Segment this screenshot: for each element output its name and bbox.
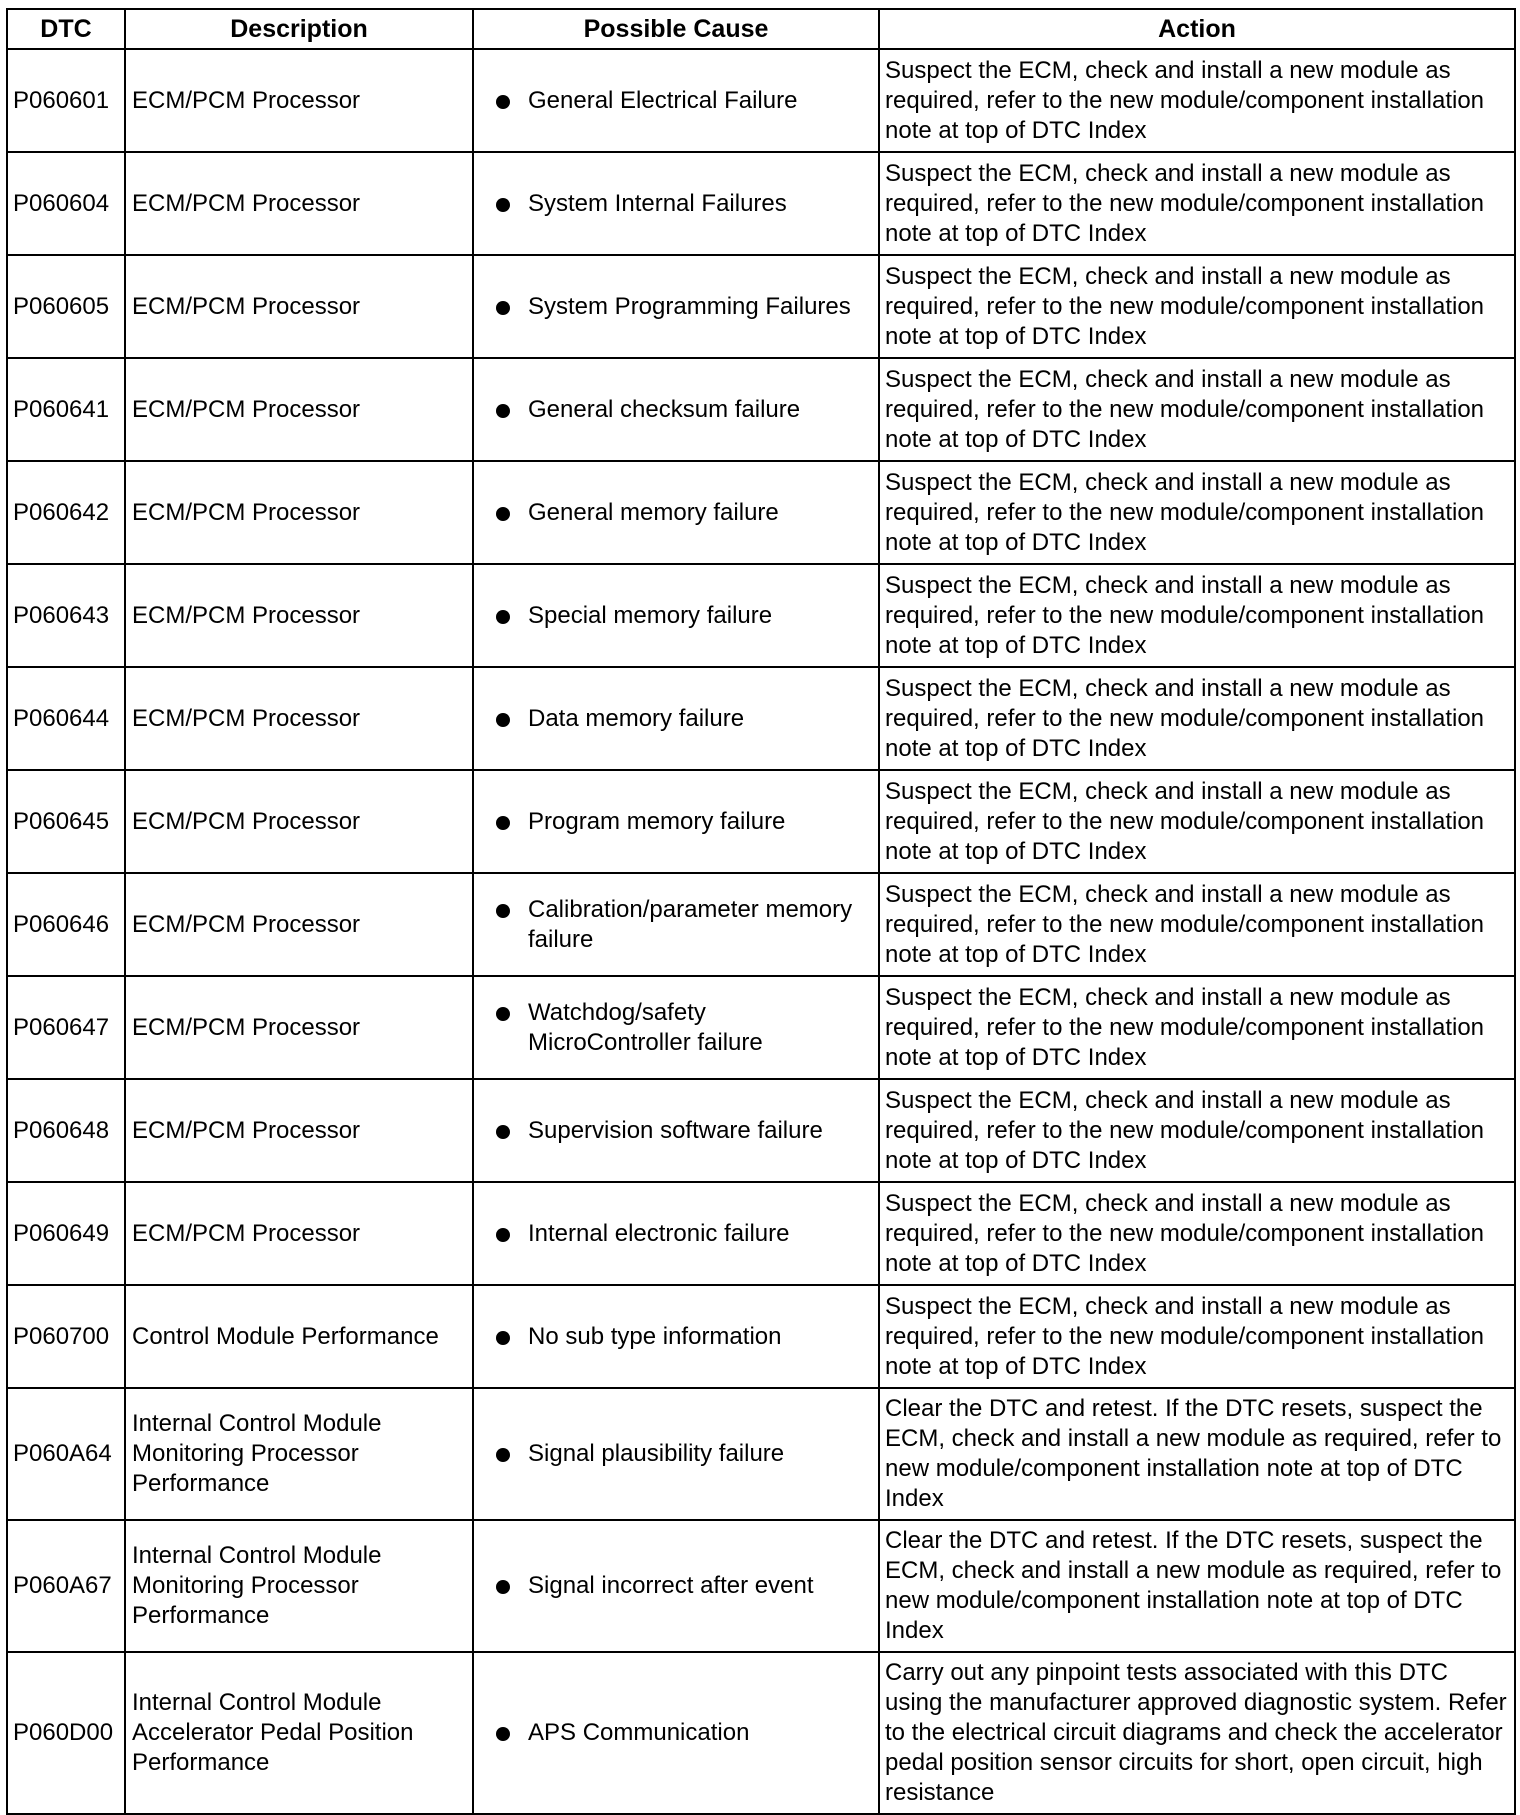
cell-possible-cause bbox=[473, 1182, 879, 1285]
cause-text: General checksum failure bbox=[528, 395, 801, 423]
cell-possible-cause bbox=[473, 152, 879, 255]
table-row bbox=[7, 1285, 1515, 1388]
cell-action: Suspect the ECM, check and install a new module as required, refer to the new module/component installation note at top of DTC Index bbox=[879, 976, 1515, 1079]
cell-action: Suspect the ECM, check and install a new module as required, refer to the new module/component installation note at top of DTC Index bbox=[879, 1079, 1515, 1182]
table-row bbox=[7, 667, 1515, 770]
bullet-icon bbox=[496, 1331, 510, 1345]
cell-action: Suspect the ECM, check and install a new module as required, refer to the new module/component installation note at top of DTC Index bbox=[879, 255, 1515, 358]
cell-possible-cause bbox=[473, 1520, 879, 1652]
cell-dtc: P060D00 bbox=[7, 1652, 125, 1814]
cause-text: System Programming Failures bbox=[528, 292, 851, 320]
bullet-icon bbox=[496, 816, 510, 830]
table-row bbox=[7, 1079, 1515, 1182]
table-body bbox=[7, 49, 1515, 1814]
bullet-icon bbox=[496, 1580, 510, 1594]
bullet-icon bbox=[496, 610, 510, 624]
header-description: Description bbox=[125, 9, 473, 49]
cell-possible-cause bbox=[473, 564, 879, 667]
cause-text: Signal incorrect after event bbox=[528, 1572, 814, 1599]
cell-description: Control Module Performance bbox=[125, 1285, 473, 1388]
table-row bbox=[7, 564, 1515, 667]
header-action: Action bbox=[879, 9, 1515, 49]
header-possible-cause: Possible Cause bbox=[473, 9, 879, 49]
cell-description: ECM/PCM Processor bbox=[125, 255, 473, 358]
cell-action: Suspect the ECM, check and install a new module as required, refer to the new module/component installation note at top of DTC Index bbox=[879, 358, 1515, 461]
table-row bbox=[7, 358, 1515, 461]
cell-possible-cause bbox=[473, 667, 879, 770]
cell-dtc: P060641 bbox=[7, 358, 125, 461]
cause-text: Special memory failure bbox=[528, 601, 773, 629]
cell-dtc: P060601 bbox=[7, 49, 125, 152]
cell-action: Clear the DTC and retest. If the DTC resets, suspect the ECM, check and install a new module as required, refer to new module/component installation note at top of DTC Index bbox=[879, 1520, 1515, 1652]
bullet-icon bbox=[496, 1448, 510, 1462]
bullet-icon bbox=[496, 507, 510, 521]
bullet-icon bbox=[496, 1125, 510, 1139]
cell-possible-cause bbox=[473, 1285, 879, 1388]
bullet-icon bbox=[496, 198, 510, 212]
table-row bbox=[7, 152, 1515, 255]
bullet-icon bbox=[496, 713, 510, 727]
bullet-icon bbox=[496, 1228, 510, 1242]
cell-description: Internal Control Module Monitoring Processor Performance bbox=[125, 1520, 473, 1652]
table-row bbox=[7, 770, 1515, 873]
cell-possible-cause bbox=[473, 358, 879, 461]
cell-description: ECM/PCM Processor bbox=[125, 976, 473, 1079]
bullet-icon bbox=[496, 301, 510, 315]
cell-possible-cause bbox=[473, 976, 879, 1079]
cell-description: Internal Control Module Monitoring Processor Performance bbox=[125, 1388, 473, 1520]
cause-text: APS Communication bbox=[528, 1719, 750, 1746]
cause-text: General Electrical Failure bbox=[528, 86, 798, 114]
table-row bbox=[7, 1652, 1515, 1814]
cell-description: ECM/PCM Processor bbox=[125, 667, 473, 770]
cell-description: ECM/PCM Processor bbox=[125, 1182, 473, 1285]
cell-description: ECM/PCM Processor bbox=[125, 873, 473, 976]
cause-text: Internal electronic failure bbox=[528, 1219, 790, 1247]
cell-description: ECM/PCM Processor bbox=[125, 49, 473, 152]
cell-dtc: P060649 bbox=[7, 1182, 125, 1285]
cause-text: General memory failure bbox=[528, 498, 779, 526]
cell-possible-cause bbox=[473, 1079, 879, 1182]
table-row bbox=[7, 873, 1515, 976]
cell-action: Clear the DTC and retest. If the DTC resets, suspect the ECM, check and install a new module as required, refer to new module/component installation note at top of DTC Index bbox=[879, 1388, 1515, 1520]
cell-description: ECM/PCM Processor bbox=[125, 1079, 473, 1182]
table-row bbox=[7, 976, 1515, 1079]
cause-text: System Internal Failures bbox=[528, 189, 787, 217]
cell-dtc: P060A67 bbox=[7, 1520, 125, 1652]
cell-action: Suspect the ECM, check and install a new module as required, refer to the new module/component installation note at top of DTC Index bbox=[879, 667, 1515, 770]
table-row bbox=[7, 1388, 1515, 1520]
bullet-icon bbox=[496, 404, 510, 418]
table-row bbox=[7, 49, 1515, 152]
cell-action: Suspect the ECM, check and install a new module as required, refer to the new module/component installation note at top of DTC Index bbox=[879, 770, 1515, 873]
cell-description: ECM/PCM Processor bbox=[125, 461, 473, 564]
cause-text: Supervision software failure bbox=[528, 1116, 823, 1144]
cause-text: Signal plausibility failure bbox=[528, 1440, 785, 1467]
cell-dtc: P060644 bbox=[7, 667, 125, 770]
cell-action: Suspect the ECM, check and install a new module as required, refer to the new module/component installation note at top of DTC Index bbox=[879, 564, 1515, 667]
cell-dtc: P060605 bbox=[7, 255, 125, 358]
cell-dtc: P060643 bbox=[7, 564, 125, 667]
cell-possible-cause bbox=[473, 1652, 879, 1814]
header-row bbox=[7, 9, 1515, 49]
cell-possible-cause bbox=[473, 770, 879, 873]
cell-action: Suspect the ECM, check and install a new module as required, refer to the new module/component installation note at top of DTC Index bbox=[879, 1285, 1515, 1388]
cell-action: Suspect the ECM, check and install a new module as required, refer to the new module/component installation note at top of DTC Index bbox=[879, 152, 1515, 255]
cell-dtc: P060647 bbox=[7, 976, 125, 1079]
cell-possible-cause bbox=[473, 461, 879, 564]
cell-dtc: P060646 bbox=[7, 873, 125, 976]
cell-description: ECM/PCM Processor bbox=[125, 770, 473, 873]
cell-action: Suspect the ECM, check and install a new module as required, refer to the new module/component installation note at top of DTC Index bbox=[879, 873, 1515, 976]
dtc-table bbox=[6, 8, 1516, 1815]
cell-dtc: P060A64 bbox=[7, 1388, 125, 1520]
cell-dtc: P060645 bbox=[7, 770, 125, 873]
cell-possible-cause bbox=[473, 255, 879, 358]
table-row bbox=[7, 1520, 1515, 1652]
cause-text: Program memory failure bbox=[528, 807, 786, 835]
cell-dtc: P060642 bbox=[7, 461, 125, 564]
cell-possible-cause bbox=[473, 873, 879, 976]
cell-possible-cause bbox=[473, 49, 879, 152]
cell-action: Suspect the ECM, check and install a new module as required, refer to the new module/component installation note at top of DTC Index bbox=[879, 1182, 1515, 1285]
bullet-icon bbox=[496, 95, 510, 109]
cause-text: No sub type information bbox=[528, 1322, 782, 1350]
cell-action: Carry out any pinpoint tests associated with this DTC using the manufacturer approved diagnostic system. Refer to the electrical circuit diagrams and check the accelerator pedal position sensor circuits for short, open circuit, high resistance bbox=[879, 1652, 1515, 1814]
cell-dtc: P060648 bbox=[7, 1079, 125, 1182]
cell-dtc: P060604 bbox=[7, 152, 125, 255]
cell-dtc: P060700 bbox=[7, 1285, 125, 1388]
cell-description: Internal Control Module Accelerator Pedal Position Performance bbox=[125, 1652, 473, 1814]
bullet-icon bbox=[496, 1007, 510, 1021]
cell-description: ECM/PCM Processor bbox=[125, 152, 473, 255]
bullet-icon bbox=[496, 904, 510, 918]
table-row bbox=[7, 255, 1515, 358]
cell-action: Suspect the ECM, check and install a new module as required, refer to the new module/component installation note at top of DTC Index bbox=[879, 461, 1515, 564]
cell-action: Suspect the ECM, check and install a new module as required, refer to the new module/component installation note at top of DTC Index bbox=[879, 49, 1515, 152]
cell-description: ECM/PCM Processor bbox=[125, 358, 473, 461]
cell-possible-cause bbox=[473, 1388, 879, 1520]
cell-description: ECM/PCM Processor bbox=[125, 564, 473, 667]
table-row bbox=[7, 1182, 1515, 1285]
cause-text: Watchdog/safety MicroController failure bbox=[528, 998, 763, 1056]
cause-text: Data memory failure bbox=[528, 704, 745, 732]
header-dtc: DTC bbox=[7, 9, 125, 49]
bullet-icon bbox=[496, 1727, 510, 1741]
table-row bbox=[7, 461, 1515, 564]
cause-text: Calibration/parameter memory failure bbox=[528, 895, 853, 953]
